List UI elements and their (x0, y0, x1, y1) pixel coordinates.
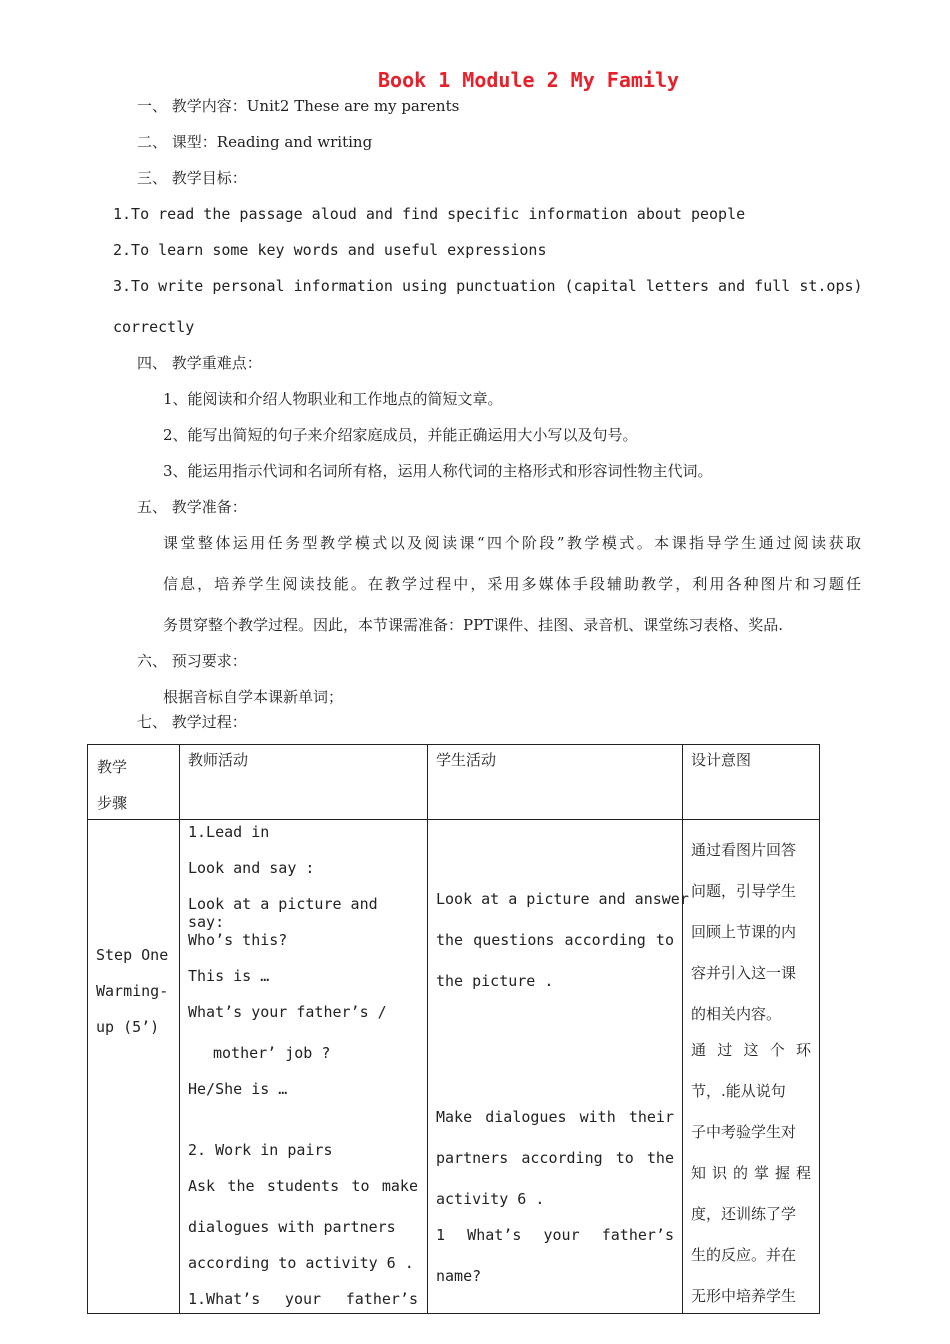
key-point-3: 3、能运用指示代词和名词所有格，运用人称代词的主格形式和形容词性物主代词。 (163, 462, 713, 480)
teacher-line: Who’s this? (188, 931, 288, 949)
preview-item-1: 根据音标自学本课新单词； (163, 688, 344, 706)
preparation-line-2: 信息，培养学生阅读技能。在教学过程中，采用多媒体手段辅助教学，利用各种图片和习题任 (163, 575, 861, 593)
design-line: 容并引入这一课 (691, 964, 797, 982)
teacher-line: He/She is … (188, 1080, 288, 1098)
design-line: 子中考验学生对 (691, 1123, 797, 1141)
student-line: the questions according to (436, 931, 674, 949)
design-line: 问题，引导学生 (691, 882, 797, 900)
design-line: 节，.能从说句 (691, 1082, 786, 1100)
section-content: 一、 教学内容：Unit2 These are my parents (137, 97, 460, 115)
section-key-points: 四、 教学重难点： (137, 354, 262, 372)
header-step: 教学 步骤 (97, 758, 128, 812)
objective-1: 1.To read the passage aloud and find specific information about people (113, 205, 746, 223)
preparation-line-3: 务贯穿整个教学过程。因此，本节课需准备：PPT课件、挂图、录音机、课堂练习表格、奖品. (163, 616, 783, 634)
teacher-line: dialogues with partners (188, 1218, 396, 1236)
section-objectives: 三、 教学目标： (137, 169, 247, 187)
preparation-line-1: 课堂整体运用任务型教学模式以及阅读课“四个阶段”教学模式。本课指导学生通过阅读获取 (163, 534, 861, 552)
key-point-2: 2、能写出简短的句子来介绍家庭成员，并能正确运用大小写以及句号。 (163, 426, 638, 444)
section-process: 七、 教学过程： (137, 713, 247, 731)
teacher-line: 1.Lead in (188, 823, 270, 841)
student-line: Make dialogues with their (436, 1108, 674, 1126)
objective-3: 3.To write personal information using punctuation (capital letters and full st.ops) (113, 277, 863, 295)
teacher-line: Look at a picture and say: (188, 895, 378, 931)
design-line: 通 过 这 个 环 (691, 1041, 811, 1059)
header-design-intent: 设计意图 (691, 751, 752, 769)
teacher-line: What’s your father’s / (188, 1003, 387, 1021)
design-line: 生的反应。并在 (691, 1246, 797, 1264)
design-line: 通过看图片回答 (691, 841, 797, 859)
design-line: 的相关内容。 (691, 1005, 782, 1023)
page-title: Book 1 Module 2 My Family (378, 68, 680, 92)
section-type: 二、 课型：Reading and writing (137, 133, 373, 151)
design-line: 度，还训练了学 (691, 1205, 797, 1223)
process-table (87, 744, 820, 1314)
student-line: partners according to the (436, 1149, 674, 1167)
objective-2: 2.To learn some key words and useful expressions (113, 241, 547, 259)
student-line: the picture . (436, 972, 554, 990)
header-teacher-activity: 教师活动 (188, 751, 249, 769)
design-line: 回顾上节课的内 (691, 923, 797, 941)
key-point-1: 1、能阅读和介绍人物职业和工作地点的简短文章。 (163, 390, 503, 408)
objective-3-cont: correctly (113, 318, 195, 336)
teacher-line: according to activity 6 . (188, 1254, 414, 1272)
teacher-line: Ask the students to make (188, 1177, 418, 1195)
step-line: Step One (96, 946, 169, 964)
step-line: up (5’) (96, 1018, 160, 1036)
step-line: Warming- (96, 982, 169, 1000)
teacher-line: This is … (188, 967, 270, 985)
teacher-line: 2. Work in pairs (188, 1141, 333, 1159)
student-line: activity 6 . (436, 1190, 545, 1208)
step-cell (96, 937, 168, 1045)
teacher-line: mother’ job ? (213, 1044, 331, 1062)
header-student-activity: 学生活动 (436, 751, 497, 769)
teacher-line: 1.What’s your father’s (188, 1290, 418, 1308)
section-preparation: 五、 教学准备： (137, 498, 247, 516)
section-preview: 六、 预习要求： (137, 652, 247, 670)
student-line: name? (436, 1267, 482, 1285)
design-line: 无形中培养学生 (691, 1287, 797, 1305)
teacher-line: Look and say : (188, 859, 315, 877)
design-line: 知 识 的 掌 握 程 (691, 1164, 811, 1182)
student-line: 1 What’s your father’s (436, 1226, 674, 1244)
student-line: Look at a picture and answer (436, 890, 689, 908)
